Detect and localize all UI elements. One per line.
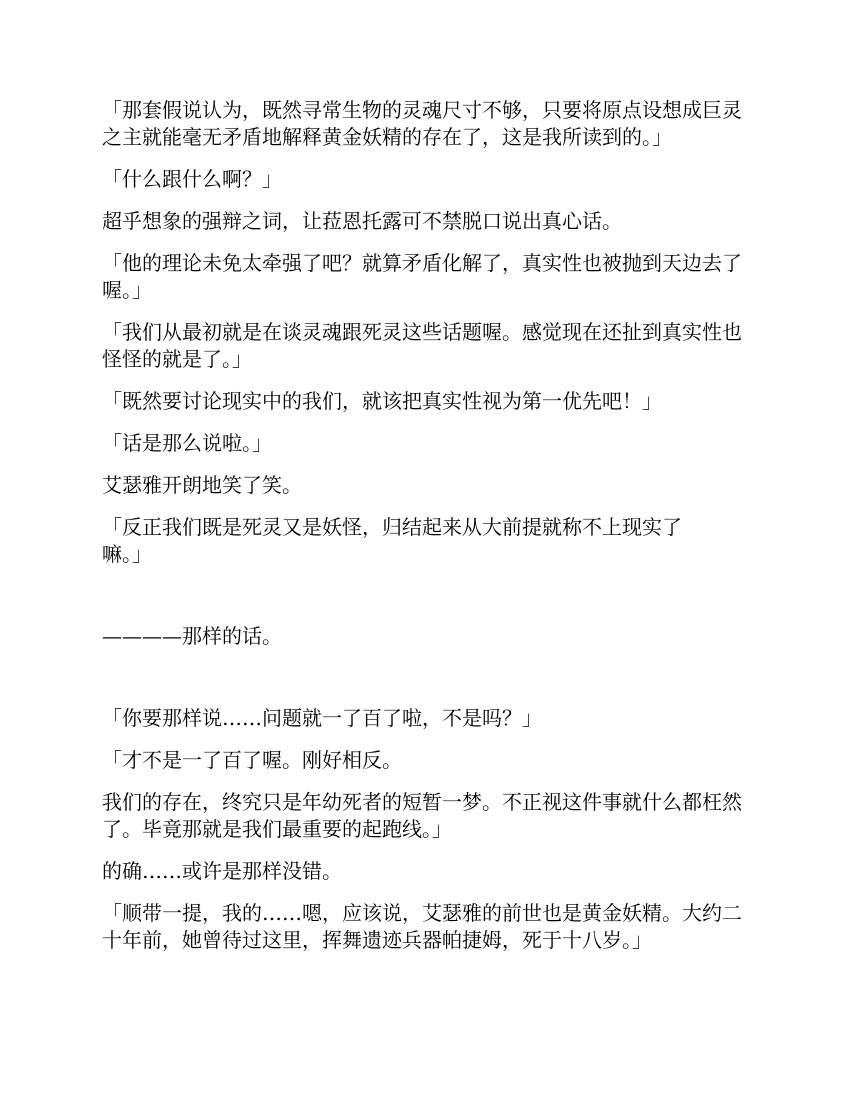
paragraph-10: 「你要那样说……问题就一了百了啦，不是吗？」	[102, 706, 542, 730]
paragraph-7: 「话是那么说啦。」	[102, 431, 272, 455]
paragraph-8: 艾瑟雅开朗地笑了笑。	[102, 473, 302, 497]
paragraph-2: 「什么跟什么啊？」	[102, 167, 282, 191]
document-page	[102, 97, 752, 954]
paragraph-12: 我们的存在，终究只是年幼死者的短暂一梦。不正视这件事就什么都枉然了。毕竟那就是我们最重要的起跑线。」	[102, 790, 742, 841]
paragraph-13: 的确……或许是那样没错。	[102, 859, 342, 883]
paragraph-3: 超乎想象的强辩之词，让菈恩托露可不禁脱口说出真心话。	[102, 209, 622, 233]
paragraph-11: 「才不是一了百了喔。刚好相反。	[102, 748, 402, 772]
paragraph-4: 「他的理论未免太牵强了吧？就算矛盾化解了，真实性也被抛到天边去了喔。」	[102, 251, 742, 302]
paragraph-9: 「反正我们既是死灵又是妖怪，归结起来从大前提就称不上现实了嘛。」	[102, 515, 682, 566]
paragraph-5: 「我们从最初就是在谈灵魂跟死灵这些话题喔。感觉现在还扯到真实性也怪怪的就是了。」	[102, 320, 742, 371]
paragraph-1: 「那套假说认为，既然寻常生物的灵魂尺寸不够，只要将原点设想成巨灵之主就能毫无矛盾地解释黄金妖精的存在了，这是我所读到的。」	[102, 98, 742, 149]
scene-break-line: ————那样的话。	[102, 624, 282, 648]
paragraph-6: 「既然要讨论现实中的我们，就该把真实性视为第一优先吧！」	[102, 389, 662, 413]
paragraph-14: 「顺带一提，我的……嗯，应该说，艾瑟雅的前世也是黄金妖精。大约二十年前，她曾待过这里，挥舞遗迹兵器帕捷姆，死于十八岁。」	[102, 901, 742, 952]
